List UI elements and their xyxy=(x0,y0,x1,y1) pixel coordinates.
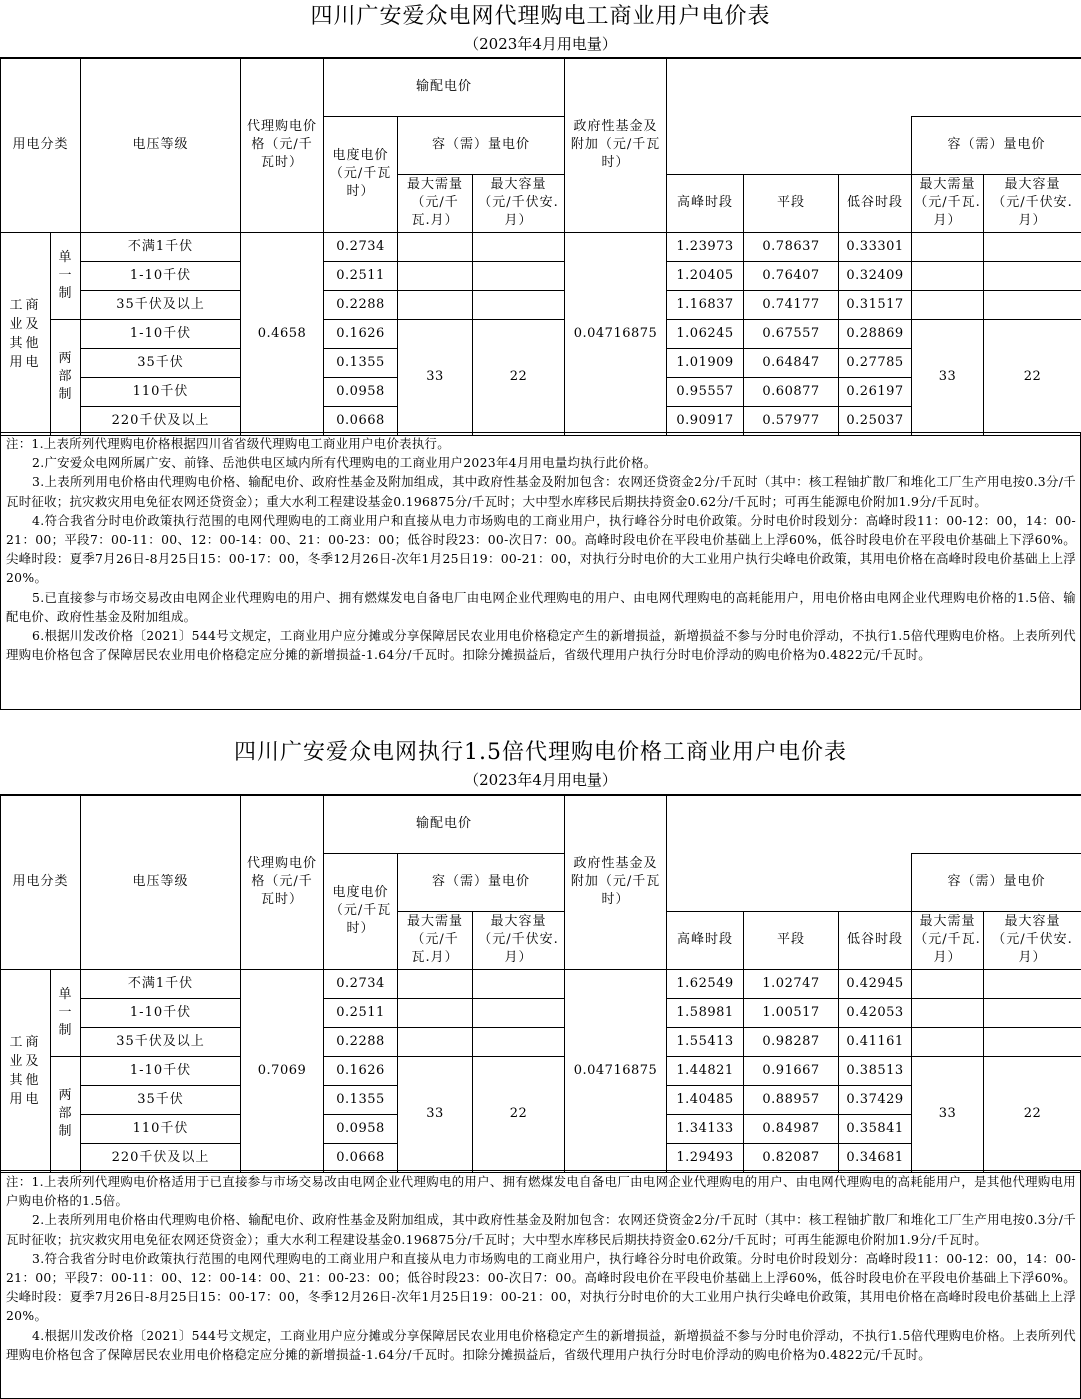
flat-cell: 1.00517 xyxy=(744,998,839,1027)
max-demand-right-cell xyxy=(912,261,984,290)
max-demand-cell xyxy=(398,290,473,319)
energy-price-cell: 0.2288 xyxy=(324,290,398,319)
peak-cell: 1.34133 xyxy=(667,1114,744,1143)
valley-cell: 0.38513 xyxy=(839,1056,912,1085)
peak-cell: 1.20405 xyxy=(667,261,744,290)
header-peak: 高峰时段 xyxy=(667,911,744,969)
header-max-demand-right-label: 最大需量（元/千瓦.月） xyxy=(914,914,981,965)
header-agency-price-label: 代理购电价格（元/千瓦时） xyxy=(247,856,318,908)
max-capacity-right-cell xyxy=(984,290,1081,319)
peak-cell: 1.40485 xyxy=(667,1085,744,1114)
note-1: 注：1.上表所列代理购电价格根据四川省省级代理购电工商业用户电价表执行。 xyxy=(6,436,450,451)
energy-price-cell: 0.1626 xyxy=(324,319,398,348)
peak-cell: 1.44821 xyxy=(667,1056,744,1085)
max-capacity-cell xyxy=(473,998,565,1027)
header-energy-price xyxy=(324,116,398,232)
table1-title: 四川广安爱众电网代理购电工商业用户电价表 xyxy=(310,4,771,29)
header-transmission: 输配电价 xyxy=(324,58,565,116)
energy-price-cell: 0.2734 xyxy=(324,969,398,998)
voltage-cell: 220千伏及以上 xyxy=(81,1143,241,1172)
table2-notes xyxy=(0,1170,1081,1399)
category-cell xyxy=(1,969,51,1172)
header-max-capacity xyxy=(473,174,565,232)
voltage-cell: 1-10千伏 xyxy=(81,1056,241,1085)
category-cell xyxy=(1,232,51,435)
voltage-cell: 1-10千伏 xyxy=(81,998,241,1027)
table-row xyxy=(1,969,1081,998)
voltage-cell: 35千伏 xyxy=(81,348,241,377)
table2-title: 四川广安爱众电网执行1.5倍代理购电价格工商业用户电价表 xyxy=(234,740,847,765)
max-capacity-right-cell xyxy=(984,969,1081,998)
max-demand-right-cell xyxy=(912,969,984,998)
price-table-2 xyxy=(0,794,1081,1173)
header-capacity-price: 容（需）量电价 xyxy=(398,116,565,174)
header-tou-blank-mid xyxy=(667,116,912,174)
valley-cell: 0.28869 xyxy=(839,319,912,348)
two-part-max-demand-right: 33 xyxy=(912,319,984,435)
header-energy-price xyxy=(324,853,398,969)
header-gov-fund xyxy=(565,795,667,969)
max-demand-right-cell xyxy=(912,1027,984,1056)
header-category: 用电分类 xyxy=(1,58,81,232)
energy-price-cell: 0.2511 xyxy=(324,261,398,290)
valley-cell: 0.26197 xyxy=(839,377,912,406)
energy-price-cell: 0.0668 xyxy=(324,1143,398,1172)
header-flat: 平段 xyxy=(744,911,839,969)
header-tou-blank-top xyxy=(667,58,1081,116)
valley-cell: 0.33301 xyxy=(839,232,912,261)
price-table-1 xyxy=(0,57,1081,436)
energy-price-cell: 0.0958 xyxy=(324,1114,398,1143)
header-max-capacity xyxy=(473,911,565,969)
max-demand-right-cell xyxy=(912,232,984,261)
peak-cell: 0.95557 xyxy=(667,377,744,406)
note-5: 5.已直接参与市场交易改由电网企业代理购电的用户、拥有燃煤发电自备电厂由电网企业代理购电的用户、由电网代理购电的高耗能用户，用电价格由电网企业代理购电价格的1.5倍、输配电价、政府性基金及附加组成。 xyxy=(6,589,1076,624)
header-voltage: 电压等级 xyxy=(81,58,241,232)
flat-cell: 0.78637 xyxy=(744,232,839,261)
header-tou-blank-mid xyxy=(667,853,912,911)
header-max-capacity-label: 最大容量（元/千伏安.月） xyxy=(478,177,559,228)
note-3: 3.上表所列用电价格由代理购电价格、输配电价、政府性基金及附加组成，其中政府性基金及附加包含：农网还贷资金2分/千瓦时（其中：核工程铀扩散厂和堆化工厂生产用电按0.3分/千瓦时征收；抗灾救灾用电免征农网还贷资金）；重大水利工程建设基金0.196875分/千瓦时；大中型水库移民后期扶持资金0.62分/千瓦时；可再生能源电价附加1.9分/千瓦时。 xyxy=(6,474,1076,509)
table2-subtitle: （2023年4月用电量） xyxy=(464,771,617,789)
voltage-cell: 110千伏 xyxy=(81,1114,241,1143)
max-capacity-right-cell xyxy=(984,1027,1081,1056)
group-single-cell xyxy=(51,232,81,319)
valley-cell: 0.42945 xyxy=(839,969,912,998)
header-max-demand-right xyxy=(912,174,984,232)
energy-price-cell: 0.1355 xyxy=(324,1085,398,1114)
group-two-part-label: 两部制 xyxy=(58,1088,73,1139)
two-part-max-demand-right: 33 xyxy=(912,1056,984,1172)
max-capacity-cell xyxy=(473,232,565,261)
voltage-cell: 不满1千伏 xyxy=(81,969,241,998)
table-row xyxy=(1,1056,1081,1085)
header-energy-price-label: 电度电价（元/千瓦时） xyxy=(329,885,392,936)
header-tou-blank-top xyxy=(667,795,1081,853)
header-max-capacity-right-label: 最大容量（元/千伏安.月） xyxy=(992,177,1073,228)
header-max-demand-right-label: 最大需量（元/千瓦.月） xyxy=(914,177,981,228)
two-part-max-demand: 33 xyxy=(398,319,473,435)
flat-cell: 0.82087 xyxy=(744,1143,839,1172)
header-max-demand-label: 最大需量（元/千瓦.月） xyxy=(407,177,464,228)
table-row xyxy=(1,290,1081,319)
max-demand-right-cell xyxy=(912,290,984,319)
max-capacity-cell xyxy=(473,1027,565,1056)
voltage-cell: 35千伏 xyxy=(81,1085,241,1114)
header-transmission: 输配电价 xyxy=(324,795,565,853)
table1-notes xyxy=(0,432,1081,710)
group-single-label: 单一制 xyxy=(58,249,73,301)
energy-price-cell: 0.1626 xyxy=(324,1056,398,1085)
voltage-cell: 35千伏及以上 xyxy=(81,1027,241,1056)
group-single-label: 单一制 xyxy=(58,986,73,1038)
group-two-part-cell xyxy=(51,1056,81,1172)
note-3: 3.符合我省分时电价政策执行范围的电网代理购电的工商业用户和直接从电力市场购电的工商业用户，执行峰谷分时电价政策。分时电价时段划分：高峰时段11：00-12：00，14：00-21：00；平段7：00-11：00、12：00-14：00、21：00-23：00；低谷时段23：00-次日7：00。高峰时段电价在平段电价基础上上浮60%，低谷时段电价在平段电价基础上下浮60%。尖峰时段：夏季7月26日-8月25日15：00-17：00，冬季12月26日-次年1月25日19：00-21：00，对执行分时电价的大工业用户执行尖峰电价政策，其用电价格在高峰时段电价基础上上浮20%。 xyxy=(6,1250,1076,1324)
peak-cell: 1.01909 xyxy=(667,348,744,377)
valley-cell: 0.31517 xyxy=(839,290,912,319)
note-6: 6.根据川发改价格〔2021〕544号文规定，工商业用户应分摊或分享保障居民农业用电价格稳定产生的新增损益，新增损益不参与分时电价浮动，不执行1.5倍代理购电价格。上表所列代理购电价格包含了保障居民农业用电价格稳定应分摊的新增损益-1.64分/千瓦时。扣除分摊损益后，省级代理用户执行分时电价浮动的购电价格为0.4822元/千瓦时。 xyxy=(6,628,1076,663)
max-demand-right-cell xyxy=(912,998,984,1027)
peak-cell: 1.58981 xyxy=(667,998,744,1027)
max-capacity-right-cell xyxy=(984,232,1081,261)
flat-cell: 0.67557 xyxy=(744,319,839,348)
energy-price-cell: 0.0958 xyxy=(324,377,398,406)
peak-cell: 1.62549 xyxy=(667,969,744,998)
valley-cell: 0.42053 xyxy=(839,998,912,1027)
header-gov-fund-label: 政府性基金及附加（元/千瓦时） xyxy=(570,856,661,908)
note-2: 2.上表所列用电价格由代理购电价格、输配电价、政府性基金及附加组成，其中政府性基金及附加包含：农网还贷资金2分/千瓦时（其中：核工程铀扩散厂和堆化工厂生产用电按0.3分/千瓦时征收；抗灾救灾用电免征农网还贷资金）；重大水利工程建设基金0.196875分/千瓦时；大中型水库移民后期扶持资金0.62分/千瓦时；可再生能源电价附加1.9分/千瓦时。 xyxy=(6,1212,1076,1247)
agency-price-value: 0.4658 xyxy=(241,232,324,435)
header-gov-fund xyxy=(565,58,667,232)
note-1: 注：1.上表所列代理购电价格适用于已直接参与市场交易改由电网企业代理购电的用户、拥有燃煤发电自备电厂由电网企业代理购电的用户、由电网代理购电的高耗能用户，是其他代理购电用户购电价格的1.5倍。 xyxy=(6,1174,1076,1209)
voltage-cell: 不满1千伏 xyxy=(81,232,241,261)
group-two-part-cell xyxy=(51,319,81,435)
valley-cell: 0.25037 xyxy=(839,406,912,435)
table-row xyxy=(1,261,1081,290)
max-demand-cell xyxy=(398,261,473,290)
two-part-max-capacity-right: 22 xyxy=(984,319,1081,435)
peak-cell: 1.23973 xyxy=(667,232,744,261)
max-capacity-right-cell xyxy=(984,998,1081,1027)
two-part-max-capacity: 22 xyxy=(473,319,565,435)
flat-cell: 0.91667 xyxy=(744,1056,839,1085)
flat-cell: 0.76407 xyxy=(744,261,839,290)
flat-cell: 1.02747 xyxy=(744,969,839,998)
max-demand-cell xyxy=(398,232,473,261)
valley-cell: 0.37429 xyxy=(839,1085,912,1114)
table-row xyxy=(1,998,1081,1027)
agency-price-value: 0.7069 xyxy=(241,969,324,1172)
header-max-demand-label: 最大需量（元/千瓦.月） xyxy=(407,914,464,965)
category-label: 工商业及其他用电 xyxy=(9,1034,42,1107)
valley-cell: 0.27785 xyxy=(839,348,912,377)
two-part-max-demand: 33 xyxy=(398,1056,473,1172)
header-max-capacity-right xyxy=(984,911,1081,969)
table-row xyxy=(1,232,1081,261)
header-valley: 低谷时段 xyxy=(839,174,912,232)
header-gov-fund-label: 政府性基金及附加（元/千瓦时） xyxy=(570,119,661,171)
header-capacity-price-right: 容（需）量电价 xyxy=(912,853,1081,911)
flat-cell: 0.98287 xyxy=(744,1027,839,1056)
header-flat: 平段 xyxy=(744,174,839,232)
header-peak: 高峰时段 xyxy=(667,174,744,232)
header-agency-price-label: 代理购电价格（元/千瓦时） xyxy=(247,119,318,171)
note-4: 4.根据川发改价格〔2021〕544号文规定，工商业用户应分摊或分享保障居民农业用电价格稳定产生的新增损益，新增损益不参与分时电价浮动，不执行1.5倍代理购电价格。上表所列代理购电价格包含了保障居民农业用电价格稳定应分摊的新增损益-1.64分/千瓦时。扣除分摊损益后，省级代理用户执行分时电价浮动的购电价格为0.4822元/千瓦时。 xyxy=(6,1327,1076,1362)
table1-subtitle: （2023年4月用电量） xyxy=(464,35,617,53)
header-category: 用电分类 xyxy=(1,795,81,969)
voltage-cell: 35千伏及以上 xyxy=(81,290,241,319)
voltage-cell: 1-10千伏 xyxy=(81,261,241,290)
header-agency-price xyxy=(241,58,324,232)
group-single-cell xyxy=(51,969,81,1056)
energy-price-cell: 0.2734 xyxy=(324,232,398,261)
max-demand-cell xyxy=(398,969,473,998)
header-voltage: 电压等级 xyxy=(81,795,241,969)
max-capacity-cell xyxy=(473,290,565,319)
flat-cell: 0.57977 xyxy=(744,406,839,435)
header-max-capacity-label: 最大容量（元/千伏安.月） xyxy=(478,914,559,965)
table-row xyxy=(1,319,1081,348)
valley-cell: 0.34681 xyxy=(839,1143,912,1172)
max-capacity-cell xyxy=(473,969,565,998)
valley-cell: 0.35841 xyxy=(839,1114,912,1143)
flat-cell: 0.74177 xyxy=(744,290,839,319)
header-energy-price-label: 电度电价（元/千瓦时） xyxy=(329,148,392,199)
energy-price-cell: 0.1355 xyxy=(324,348,398,377)
two-part-max-capacity: 22 xyxy=(473,1056,565,1172)
header-agency-price xyxy=(241,795,324,969)
header-max-demand-right xyxy=(912,911,984,969)
gov-fund-value: 0.04716875 xyxy=(565,969,667,1172)
peak-cell: 1.06245 xyxy=(667,319,744,348)
gov-fund-value: 0.04716875 xyxy=(565,232,667,435)
category-label: 工商业及其他用电 xyxy=(9,297,42,370)
flat-cell: 0.84987 xyxy=(744,1114,839,1143)
flat-cell: 0.60877 xyxy=(744,377,839,406)
note-4: 4.符合我省分时电价政策执行范围的电网代理购电的工商业用户和直接从电力市场购电的工商业用户，执行峰谷分时电价政策。分时电价时段划分：高峰时段11：00-12：00，14：00-21：00；平段7：00-11：00、12：00-14：00、21：00-23：00；低谷时段23：00-次日7：00。高峰时段电价在平段电价基础上上浮60%，低谷时段电价在平段电价基础上下浮60%。尖峰时段：夏季7月26日-8月25日15：00-17：00，冬季12月26日-次年1月25日19：00-21：00，对执行分时电价的大工业用户执行尖峰电价政策，其用电价格在高峰时段电价基础上上浮20%。 xyxy=(6,512,1076,586)
peak-cell: 0.90917 xyxy=(667,406,744,435)
header-capacity-price-right: 容（需）量电价 xyxy=(912,116,1081,174)
peak-cell: 1.29493 xyxy=(667,1143,744,1172)
two-part-max-capacity-right: 22 xyxy=(984,1056,1081,1172)
max-demand-cell xyxy=(398,998,473,1027)
energy-price-cell: 0.2288 xyxy=(324,1027,398,1056)
table-row xyxy=(1,1027,1081,1056)
max-capacity-cell xyxy=(473,261,565,290)
header-max-capacity-right xyxy=(984,174,1081,232)
max-demand-cell xyxy=(398,1027,473,1056)
voltage-cell: 110千伏 xyxy=(81,377,241,406)
peak-cell: 1.16837 xyxy=(667,290,744,319)
header-capacity-price: 容（需）量电价 xyxy=(398,853,565,911)
peak-cell: 1.55413 xyxy=(667,1027,744,1056)
voltage-cell: 220千伏及以上 xyxy=(81,406,241,435)
header-max-demand xyxy=(398,911,473,969)
header-max-demand xyxy=(398,174,473,232)
group-two-part-label: 两部制 xyxy=(58,351,73,402)
flat-cell: 0.64847 xyxy=(744,348,839,377)
flat-cell: 0.88957 xyxy=(744,1085,839,1114)
valley-cell: 0.41161 xyxy=(839,1027,912,1056)
note-2: 2.广安爱众电网所属广安、前锋、岳池供电区域内所有代理购电的工商业用户2023年4月用电量均执行此价格。 xyxy=(32,455,657,471)
energy-price-cell: 0.0668 xyxy=(324,406,398,435)
voltage-cell: 1-10千伏 xyxy=(81,319,241,348)
energy-price-cell: 0.2511 xyxy=(324,998,398,1027)
valley-cell: 0.32409 xyxy=(839,261,912,290)
header-valley: 低谷时段 xyxy=(839,911,912,969)
header-max-capacity-right-label: 最大容量（元/千伏安.月） xyxy=(992,914,1073,965)
max-capacity-right-cell xyxy=(984,261,1081,290)
